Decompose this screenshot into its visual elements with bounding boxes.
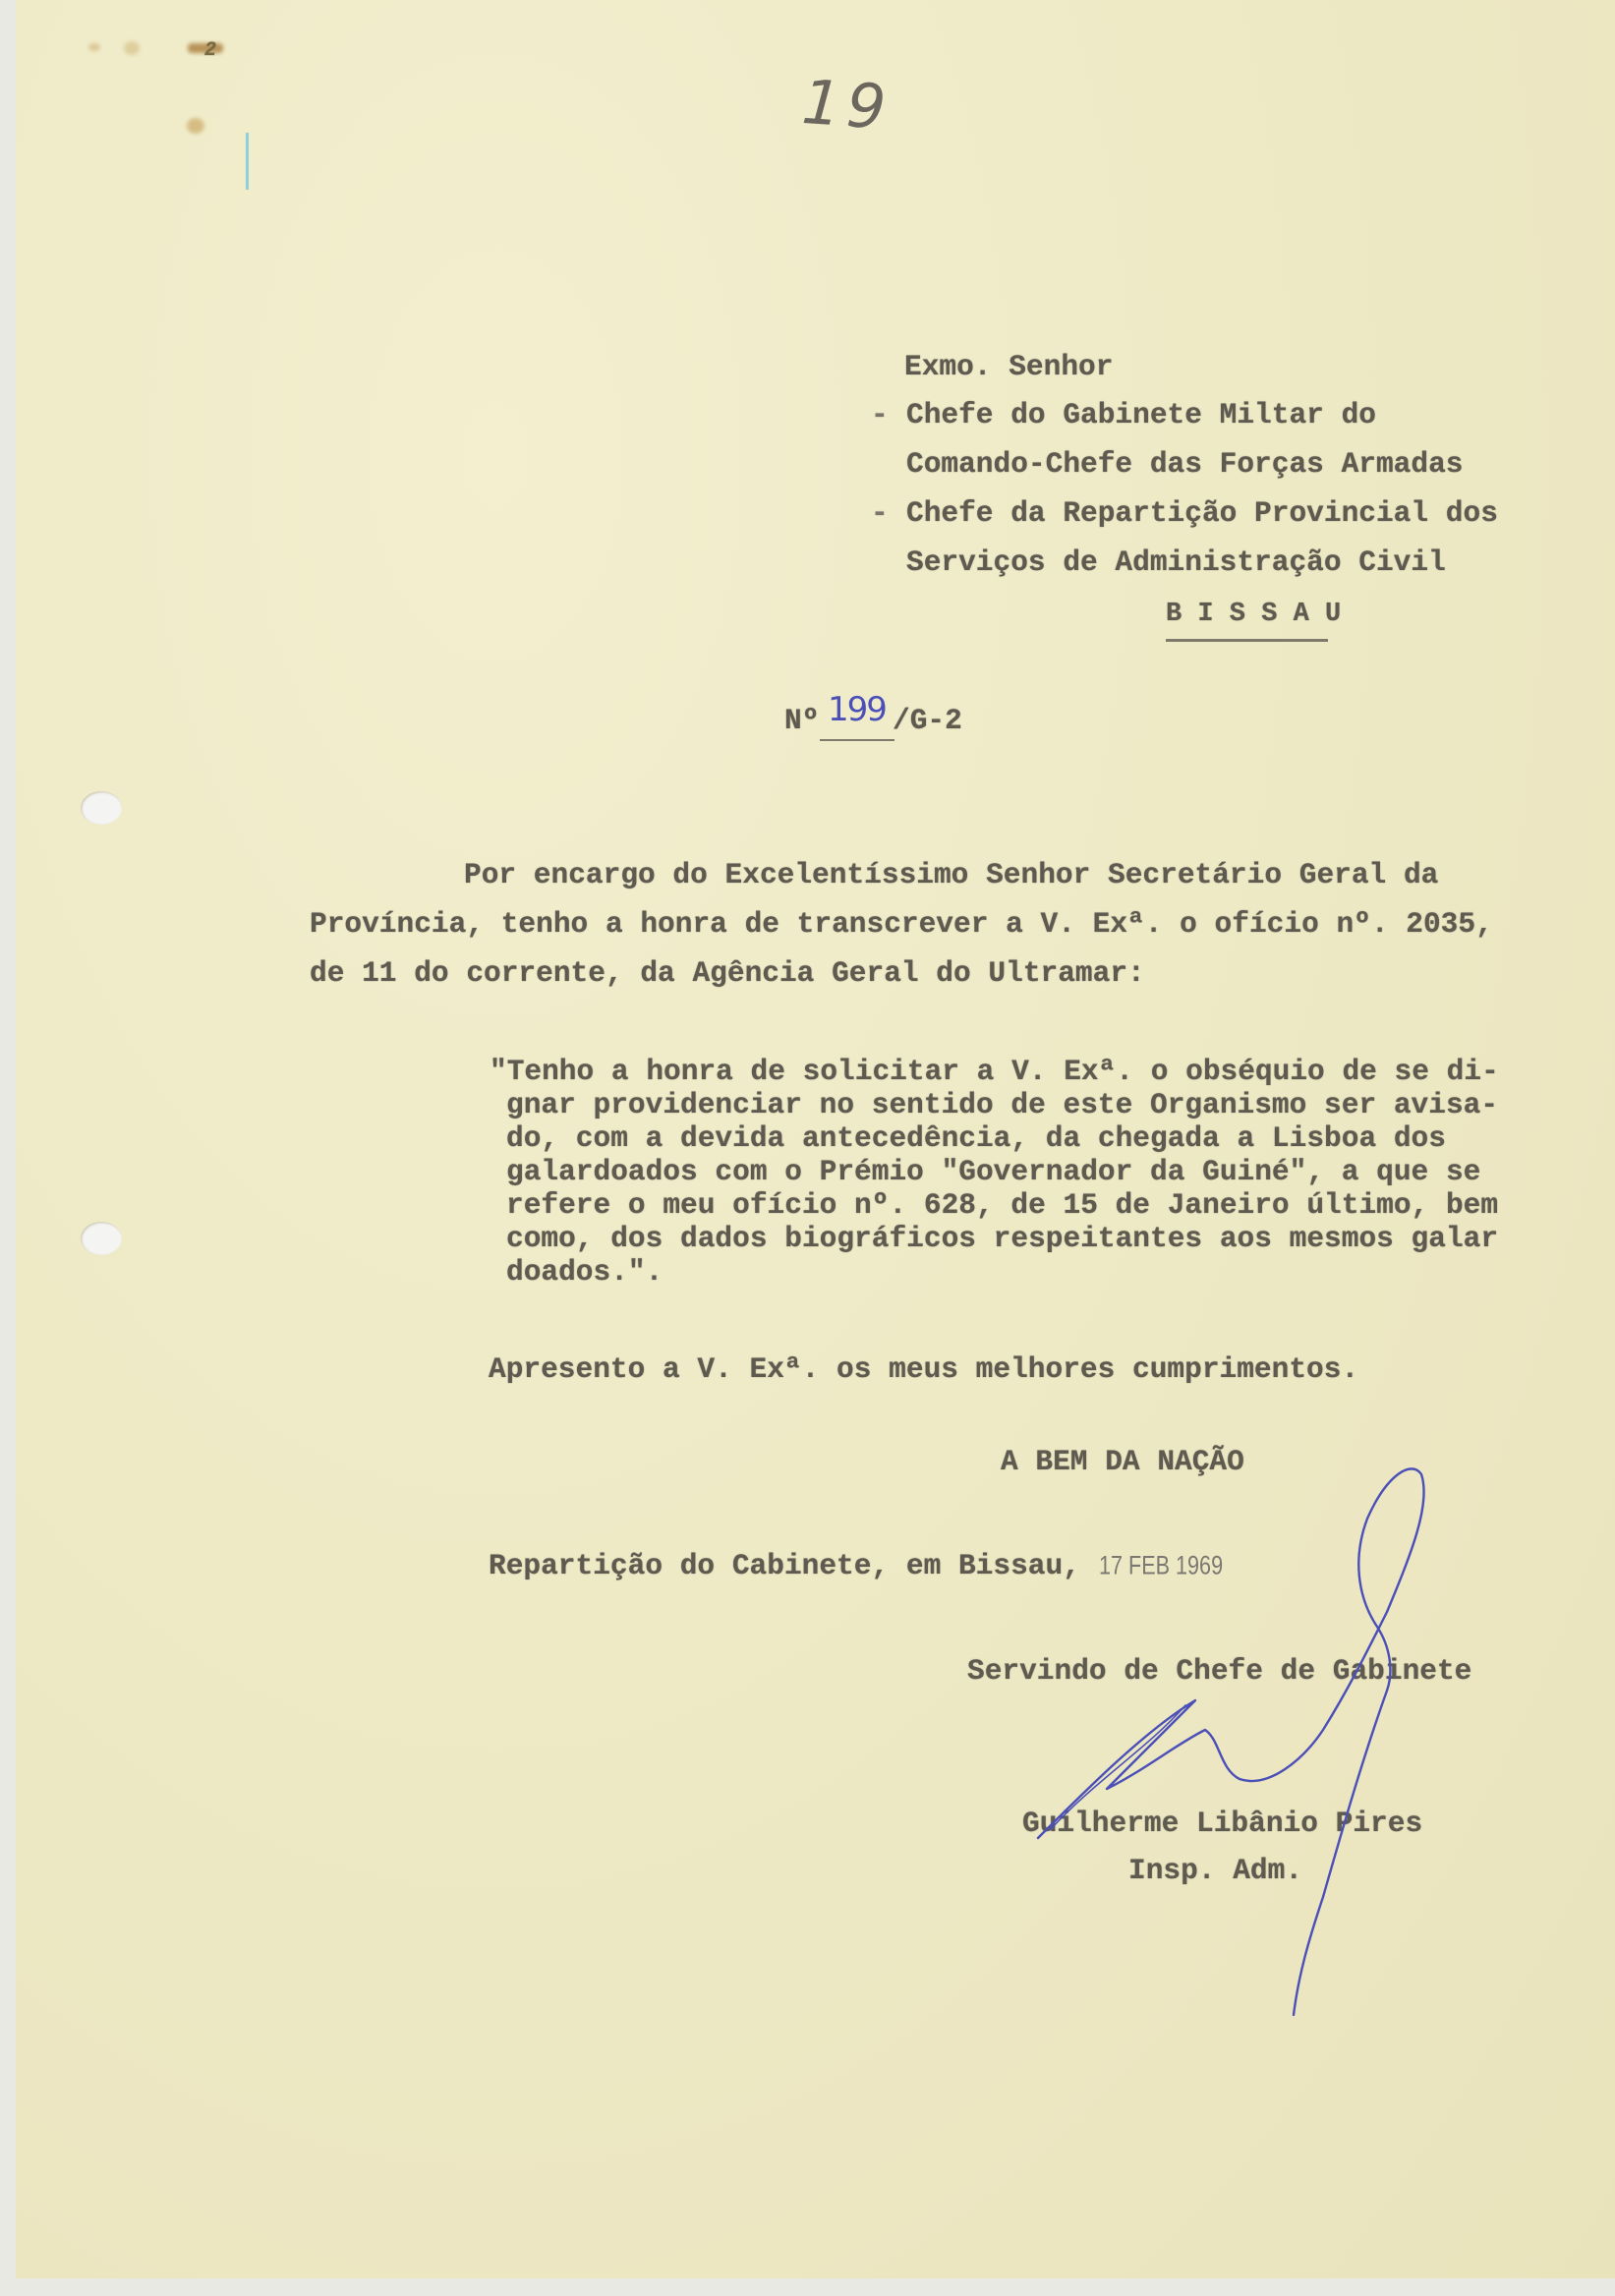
addressee-line: Chefe da Repartição Provincial dos xyxy=(906,496,1498,530)
signatory-name: Guilherme Libânio Pires xyxy=(1022,1807,1423,1840)
paragraph-line: Por encargo do Excelentíssimo Senhor Secretário Geral da xyxy=(464,858,1439,891)
salutation: Exmo. Senhor xyxy=(904,350,1114,383)
addressee-line: Comando-Chefe das Forças Armadas xyxy=(906,447,1464,481)
signatory-role: Servindo de Chefe de Gabinete xyxy=(967,1654,1472,1688)
quote-line: gnar providenciar no sentido de este Organismo ser avisa- xyxy=(506,1088,1499,1121)
addressee-bullet: - xyxy=(871,398,889,431)
place-date-text: Repartição do Cabinete, em Bissau, xyxy=(489,1549,1080,1582)
handwritten-page-number: 19 xyxy=(799,65,894,144)
addressee-line: Serviços de Administração Civil xyxy=(906,545,1446,579)
addressee-bullet: - xyxy=(871,496,889,530)
rust-stain xyxy=(187,118,204,134)
quote-line: do, com a devida antecedência, da chegada a Lisboa dos xyxy=(506,1121,1446,1155)
city-underline xyxy=(1166,639,1328,642)
date-stamp: 17 FEB 1969 xyxy=(1099,1550,1224,1580)
paragraph-line: de 11 do corrente, da Agência Geral do Ultramar: xyxy=(310,956,1145,990)
signatory-title: Insp. Adm. xyxy=(1128,1854,1303,1887)
reference-number-handwritten: 199 xyxy=(828,690,886,729)
motto: A BEM DA NAÇÃO xyxy=(1001,1445,1244,1478)
addressee-city: B I S S A U xyxy=(1166,600,1342,629)
quote-line: refere o meu ofício nº. 628, de 15 de Janeiro último, bem xyxy=(506,1188,1499,1222)
paragraph-line: Província, tenho a honra de transcrever a V. Exª. o ofício nº. 2035, xyxy=(310,907,1493,941)
closing-line: Apresento a V. Exª. os meus melhores cumprimentos. xyxy=(489,1352,1359,1386)
quote-line: como, dos dados biográficos respeitantes aos mesmos galar xyxy=(506,1222,1499,1255)
rust-stain xyxy=(124,41,140,55)
punch-hole-top xyxy=(81,791,122,825)
rust-stain xyxy=(88,43,100,51)
quote-line: galardoados com o Prémio "Governador da Guiné", a que se xyxy=(506,1155,1481,1188)
corner-mark: 2 xyxy=(204,39,217,62)
reference-suffix: /G-2 xyxy=(893,704,962,737)
pen-mark xyxy=(246,133,249,190)
quote-line: doados.". xyxy=(506,1255,663,1289)
addressee-line: Chefe do Gabinete Miltar do xyxy=(906,398,1376,431)
quote-line: "Tenho a honra de solicitar a V. Exª. o obséquio de se di- xyxy=(490,1055,1499,1088)
document-page xyxy=(16,0,1615,2278)
punch-hole-bottom xyxy=(81,1222,122,1255)
reference-underline xyxy=(820,739,894,741)
reference-prefix: Nº xyxy=(784,704,820,737)
